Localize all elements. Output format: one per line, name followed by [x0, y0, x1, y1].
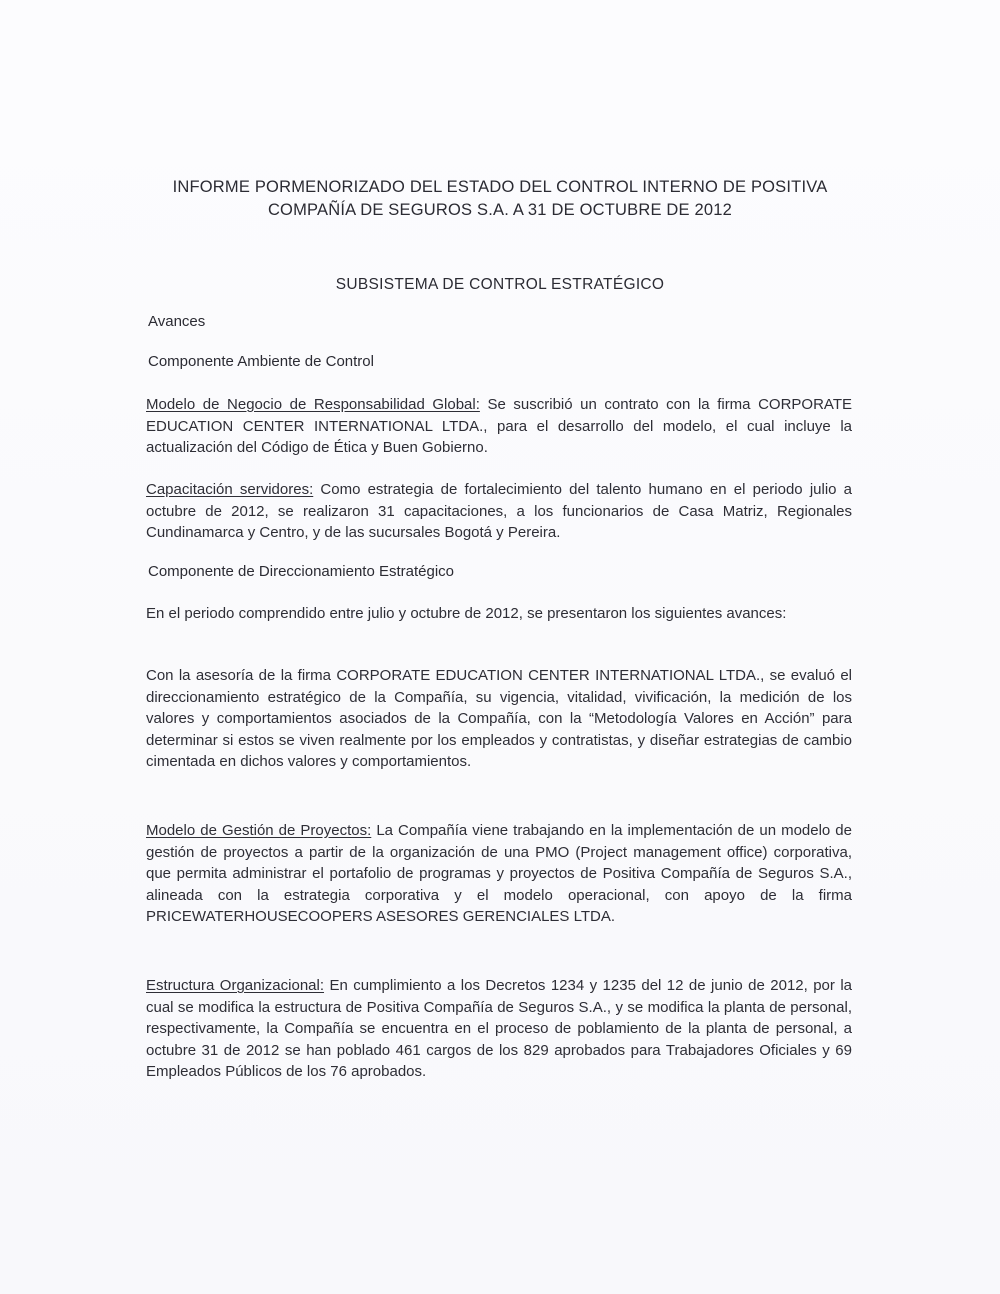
paragraph-text: La Compañía viene trabajando en la implementación de un modelo de gestión de proyectos a partir de la organización de una PMO (Project management office) corporativa, que permita administrar el portafolio de programas y proyectos de Positiva Compañía de Seguros S.A., alineada con la estrategia corporativa y el modelo operacional, con apoyo de la firma PRICEWATERHOUSECOOPERS ASESORES GERENCIALES LTDA.	[146, 822, 852, 925]
paragraph-label: Modelo de Gestión de Proyectos:	[146, 822, 372, 839]
avances-label: Avances	[148, 313, 206, 330]
component-ambiente-heading: Componente Ambiente de Control	[148, 353, 374, 370]
paragraph-modelo-negocio	[146, 394, 852, 459]
title-line-1: INFORME PORMENORIZADO DEL ESTADO DEL CONTROL INTERNO DE POSITIVA	[172, 178, 828, 196]
title-line-2: COMPAÑÍA DE SEGUROS S.A. A 31 DE OCTUBRE DE 2012	[267, 201, 733, 219]
paragraph-asesoria: Con la asesoría de la firma CORPORATE EDUCATION CENTER INTERNATIONAL LTDA., se evaluó el direccionamiento estratégico de la Compañía, su vigencia, vitalidad, vivificación, la medición de los valores y comportamientos asociados de la Compañía, con la “Metodología Valores en Acción” para determinar si estos se viven realmente por los empleados y contratistas, y diseñar estrategias de cambio cimentada en dichos valores y comportamientos.	[146, 667, 852, 770]
paragraph-text: Como estrategia de fortalecimiento del talento humano en el periodo julio a octubre de 2012, se realizaron 31 capacitaciones, a los funcionarios de Casa Matriz, Regionales Cundinamarca y Centro, y de las sucursales Bogotá y Pereira.	[146, 481, 852, 541]
paragraph-capacitacion	[146, 479, 852, 544]
paragraph-periodo: En el periodo comprendido entre julio y octubre de 2012, se presentaron los siguientes avances:	[146, 605, 787, 622]
paragraph-estructura	[146, 975, 852, 1083]
paragraph-label: Capacitación servidores:	[146, 481, 314, 498]
paragraph-label: Modelo de Negocio de Responsabilidad Global:	[146, 396, 480, 413]
paragraph-text: En cumplimiento a los Decretos 1234 y 1235 del 12 de junio de 2012, por la cual se modifica la estructura de Positiva Compañía de Seguros S.A., y se modifica la planta de personal, respectivamente, la Compañía se encuentra en el proceso de poblamiento de la planta de personal, a octubre 31 de 2012 se han poblado 461 cargos de los 829 aprobados para Trabajadores Oficiales y 69 Empleados Públicos de los 76 aprobados.	[146, 977, 853, 1080]
paragraph-text: Se suscribió un contrato con la firma CORPORATE EDUCATION CENTER INTERNATIONAL LTDA., para el desarrollo del modelo, el cual incluye la actualización del Código de Ética y Buen Gobierno.	[146, 396, 852, 456]
component-direccionamiento-heading: Componente de Direccionamiento Estratégico	[148, 563, 454, 580]
paragraph-label: Estructura Organizacional:	[146, 977, 325, 994]
document-title	[130, 176, 870, 222]
section-title: SUBSISTEMA DE CONTROL ESTRATÉGICO	[335, 276, 665, 293]
paragraph-gestion-proyectos	[146, 820, 852, 928]
